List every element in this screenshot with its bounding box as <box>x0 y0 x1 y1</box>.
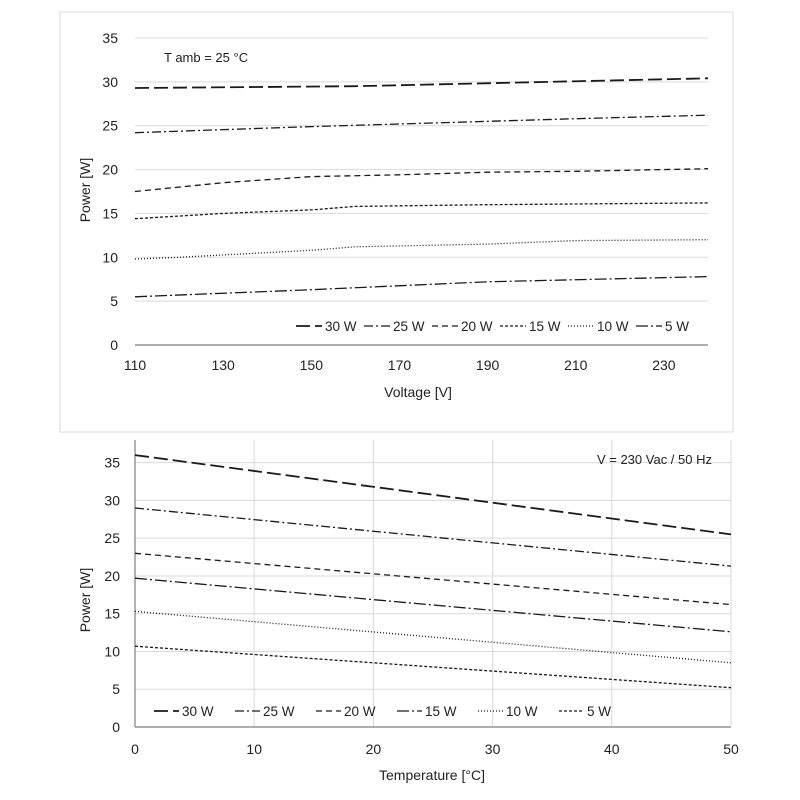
voltage-chart <box>60 12 733 432</box>
legend-label: 30 W <box>182 704 214 719</box>
x-tick-label: 0 <box>131 741 139 757</box>
y-tick-label: 10 <box>104 643 120 660</box>
legend-label: 25 W <box>263 704 295 719</box>
legend-label: 5 W <box>587 704 612 719</box>
y-tick-label: 0 <box>112 719 120 735</box>
temperature-chart-xlabel: Temperature [°C] <box>379 767 485 783</box>
x-tick-label: 230 <box>652 357 676 373</box>
x-tick-label: 40 <box>604 741 620 757</box>
legend-label: 20 W <box>461 319 493 334</box>
y-tick-label: 0 <box>110 337 118 353</box>
x-tick-label: 210 <box>564 357 588 373</box>
x-tick-label: 150 <box>299 357 323 373</box>
legend-label: 5 W <box>665 319 690 334</box>
y-tick-label: 20 <box>104 567 120 584</box>
legend-label: 15 W <box>425 704 457 719</box>
x-tick-label: 110 <box>123 357 147 373</box>
x-tick-label: 10 <box>246 741 262 757</box>
voltage-chart-xlabel: Voltage [V] <box>384 384 452 400</box>
x-tick-label: 170 <box>387 357 412 373</box>
x-tick-label: 130 <box>211 357 235 373</box>
y-tick-label: 15 <box>104 605 120 622</box>
y-tick-label: 35 <box>104 454 120 471</box>
y-tick-label: 30 <box>104 492 120 509</box>
voltage-chart-ylabel: Power [W] <box>77 157 93 223</box>
y-tick-label: 15 <box>102 205 118 222</box>
x-tick-label: 50 <box>723 741 739 757</box>
y-tick-label: 20 <box>102 161 118 178</box>
y-tick-label: 30 <box>102 73 118 90</box>
legend-label: 10 W <box>597 319 629 334</box>
x-tick-label: 190 <box>475 357 500 373</box>
y-tick-label: 5 <box>112 681 120 698</box>
legend-label: 30 W <box>325 319 357 334</box>
x-tick-label: 30 <box>484 741 501 757</box>
y-tick-label: 5 <box>110 293 118 310</box>
x-tick-label: 20 <box>365 741 382 757</box>
y-tick-label: 35 <box>102 30 118 46</box>
y-tick-label: 10 <box>102 249 118 266</box>
y-tick-label: 25 <box>102 117 118 134</box>
legend-label: 25 W <box>393 319 425 334</box>
y-tick-label: 25 <box>104 530 120 547</box>
voltage-chart-annotation: T amb = 25 °C <box>164 50 249 65</box>
temperature-chart-ylabel: Power [W] <box>77 567 93 633</box>
legend-label: 15 W <box>529 319 561 334</box>
legend-label: 20 W <box>344 704 376 719</box>
legend-label: 10 W <box>506 704 538 719</box>
temperature-chart-annotation: V = 230 Vac / 50 Hz <box>596 452 712 467</box>
